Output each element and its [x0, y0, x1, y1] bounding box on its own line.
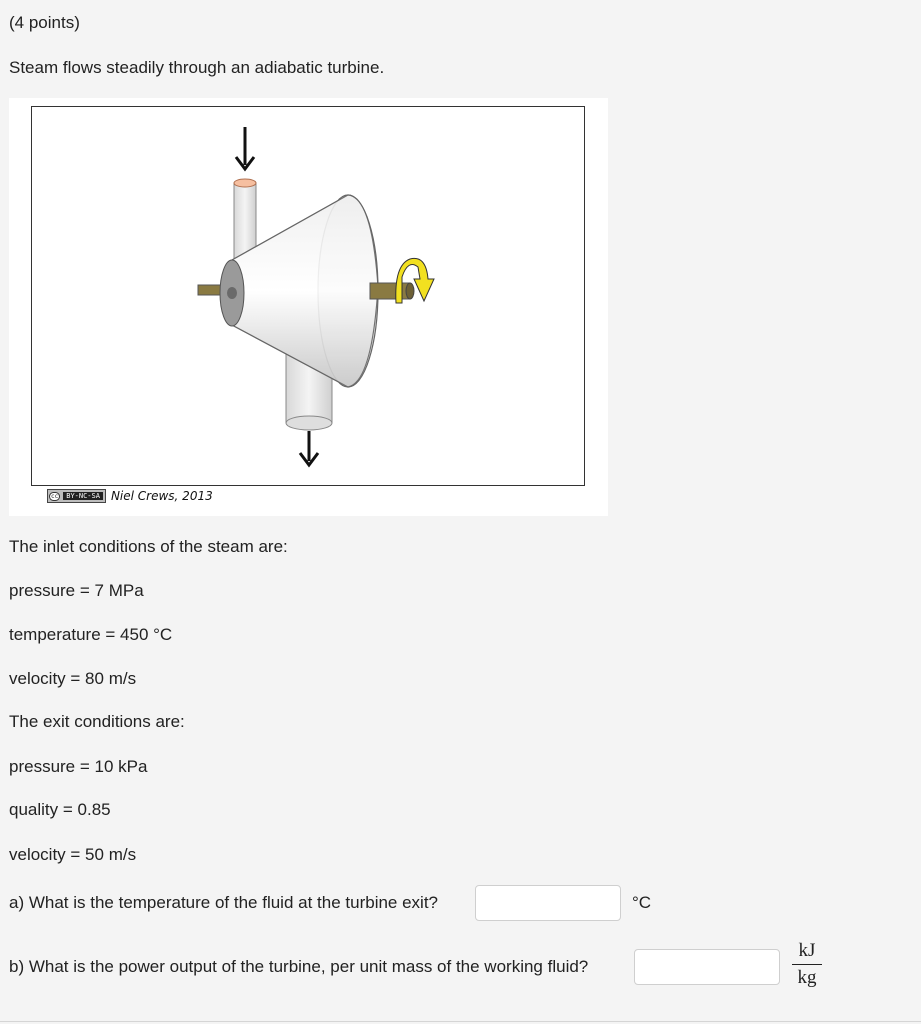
turbine-figure-frame	[31, 106, 585, 486]
inlet-velocity: velocity = 80 m/s	[9, 669, 137, 688]
credit-author: Niel Crews, 2013	[110, 489, 213, 503]
right-shaft	[370, 283, 410, 299]
image-credit	[47, 488, 213, 504]
bottom-divider	[0, 1021, 921, 1022]
unit-b-numerator: kJ	[798, 940, 816, 961]
exit-pressure: pressure = 10 kPa	[9, 757, 148, 776]
answer-b-input[interactable]	[634, 949, 780, 985]
unit-b	[792, 940, 822, 989]
turbine-diagram	[32, 107, 584, 485]
unit-a: °C	[632, 893, 652, 912]
exit-quality: quality = 0.85	[9, 800, 111, 819]
question-a: a) What is the temperature of the fluid at the turbine exit?	[9, 893, 439, 912]
outlet-flow-arrow-icon	[300, 431, 318, 465]
problem-intro: Steam flows steadily through an adiabatic turbine.	[9, 58, 385, 77]
rotation-arrow-icon	[396, 258, 434, 303]
inlet-temperature: temperature = 450 °C	[9, 625, 173, 644]
inlet-pressure: pressure = 7 MPa	[9, 581, 144, 600]
question-b: b) What is the power output of the turbine, per unit mass of the working fluid?	[9, 957, 589, 976]
exit-heading: The exit conditions are:	[9, 712, 185, 731]
answer-a-input[interactable]	[475, 885, 621, 921]
turbine-figure	[9, 98, 608, 516]
unit-b-denominator: kg	[797, 967, 817, 988]
inlet-heading: The inlet conditions of the steam are:	[9, 537, 288, 556]
inlet-pipe	[234, 179, 256, 259]
points-label: (4 points)	[9, 13, 80, 32]
exit-velocity: velocity = 50 m/s	[9, 845, 137, 864]
cc-license-badge: cc BY-NC-SA	[47, 489, 106, 503]
inlet-flow-arrow-icon	[236, 127, 254, 169]
fraction-bar	[792, 964, 822, 965]
